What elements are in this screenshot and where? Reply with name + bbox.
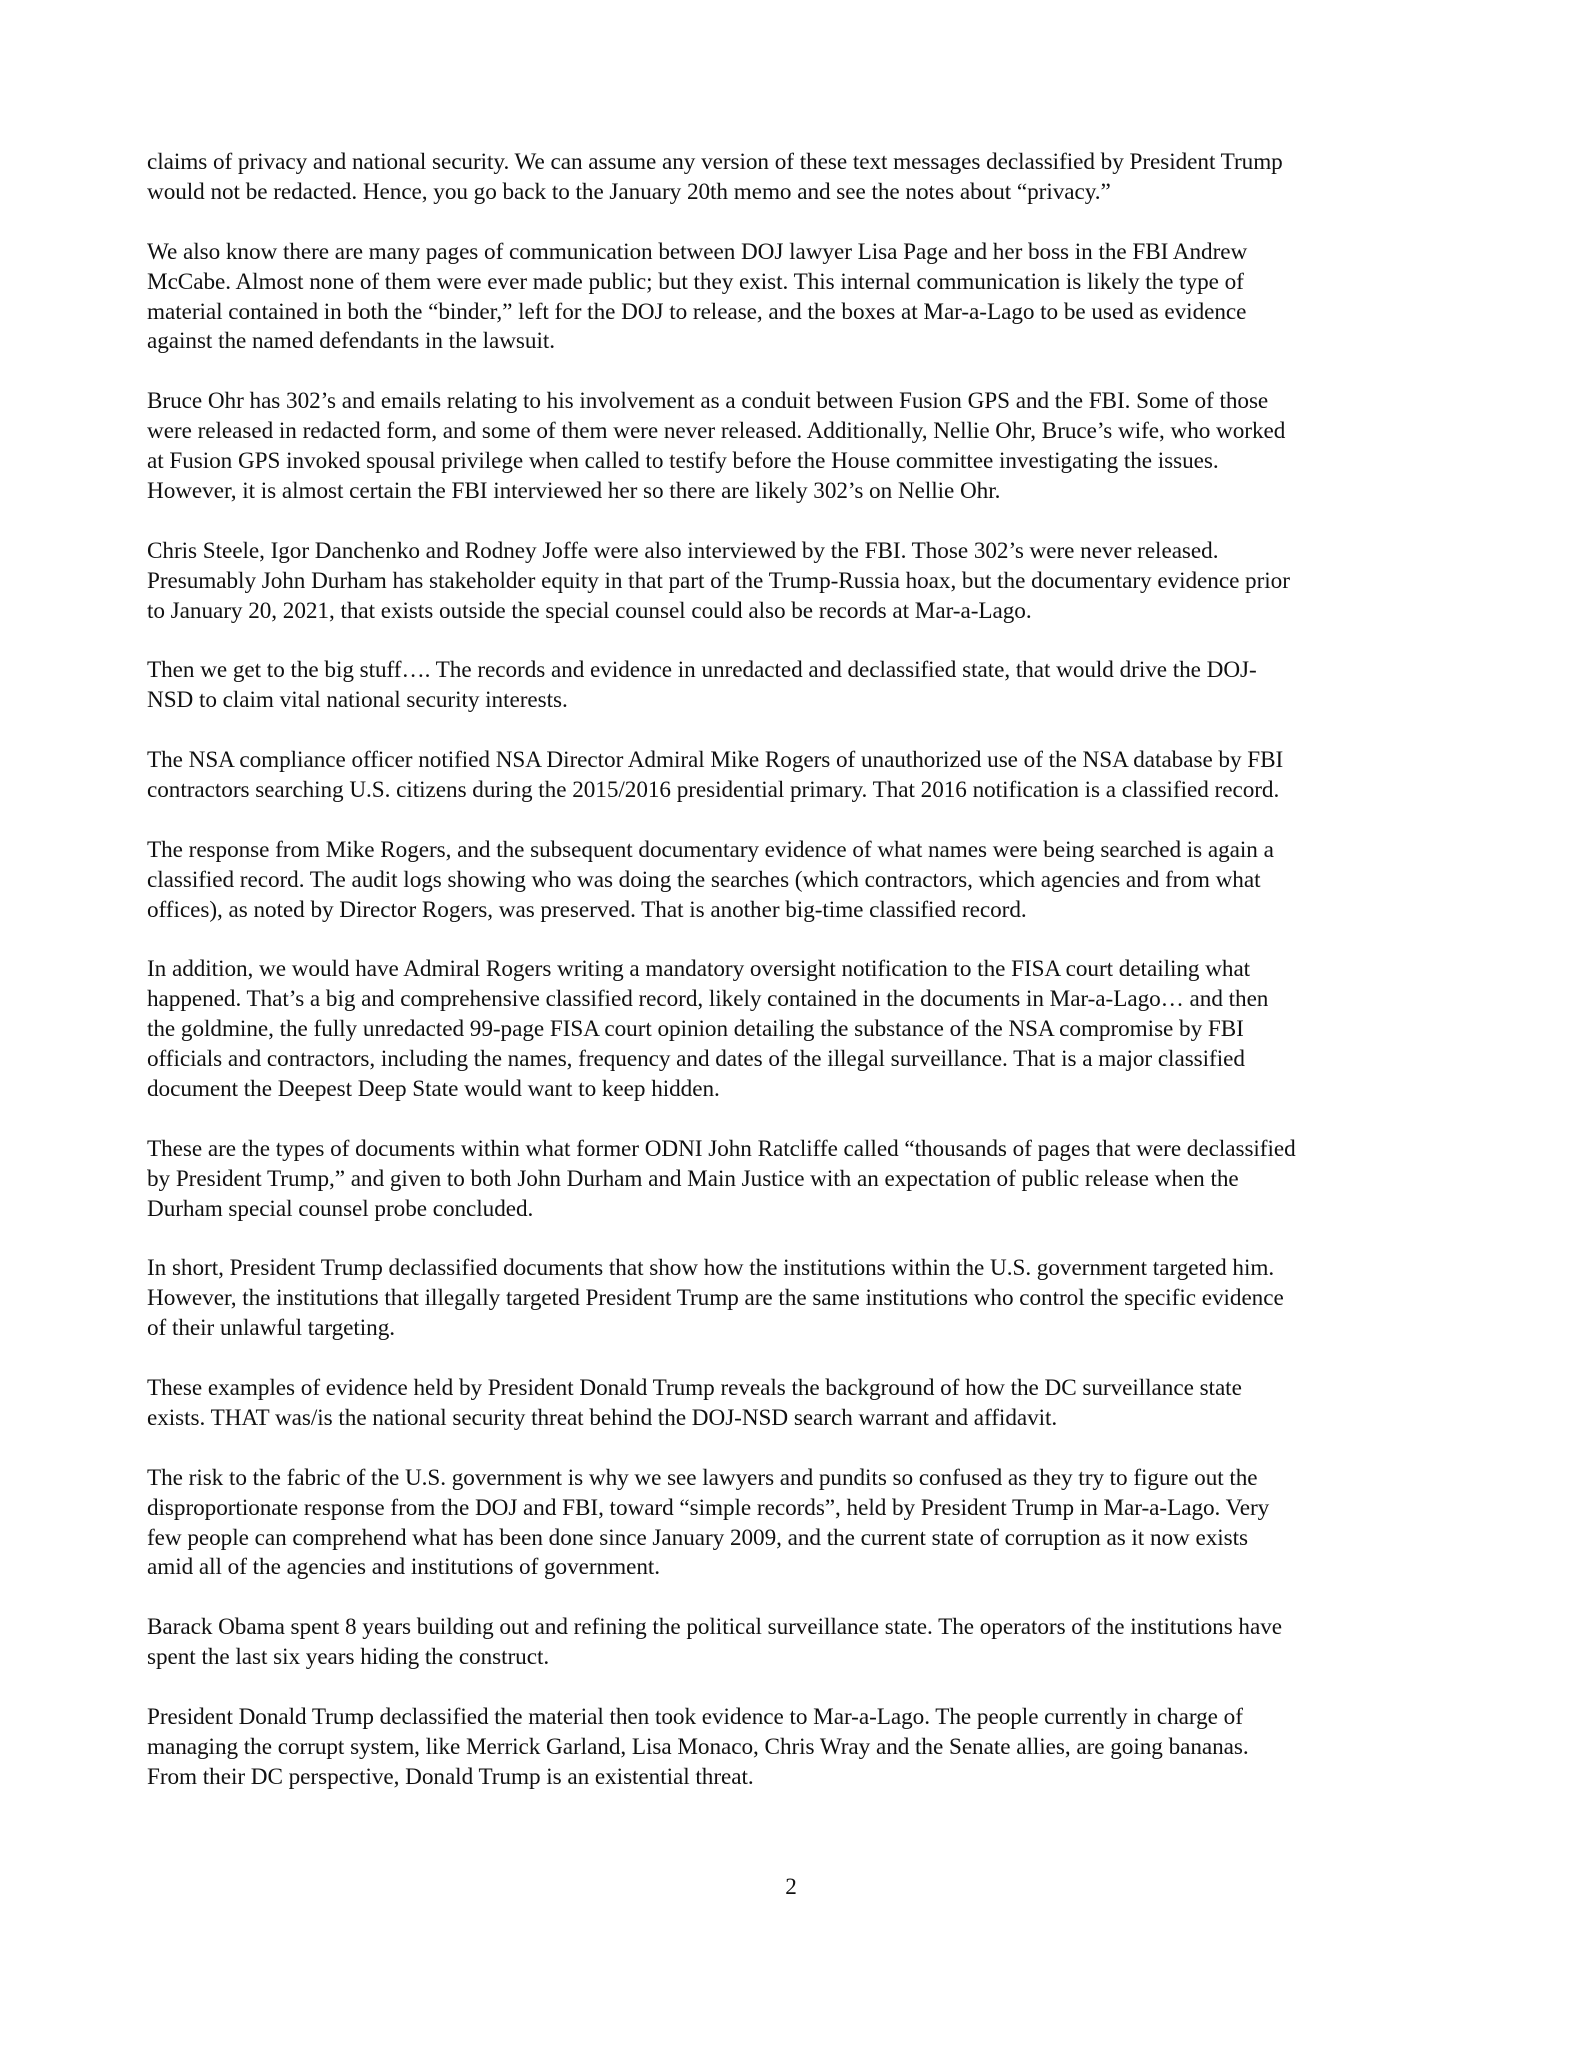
paragraph-rogers-response: The response from Mike Rogers, and the subsequent documentary evidence of what names were being searched is again a classified record. The audit logs showing who was doing the searches (which contractors, which agencies and from what offices), as noted by Director Rogers, was preserved. That is another big-time classified record.	[147, 836, 1274, 923]
paragraph-big-stuff: Then we get to the big stuff…. The records and evidence in unredacted and declassified state, that would drive the DOJ- NSD to claim vital national security interests.	[147, 657, 1257, 714]
paragraph-bruce-ohr: Bruce Ohr has 302’s and emails relating to his involvement as a conduit between Fusion GPS and the FBI. Some of those were released in redacted form, and some of them were never released. Additionally, Nellie Ohr, Bruce’s wife, who worked at Fusion GPS invoked spousal privilege when called to testify before the House committee investigating the issues. However, it is almost certain the FBI interviewed her so there are likely 302’s on Nellie Ohr.	[147, 388, 1286, 504]
paragraph-risk-to-government: The risk to the fabric of the U.S. government is why we see lawyers and pundits so confused as they try to figure out the disproportionate response from the DOJ and FBI, toward “simple records”, held by President Trump in Mar-a-Lago. Very few people can comprehend what has been done since January 2009, and the current state of corruption as it now exists amid all of the agencies and institutions of government.	[147, 1464, 1270, 1581]
paragraph-in-short: In short, President Trump declassified documents that show how the institutions within the U.S. government targeted him. However, the institutions that illegally targeted President Trump are the same institutions who control the specific evidence of their unlawful targeting.	[147, 1255, 1284, 1342]
paragraph-privacy-claims: claims of privacy and national security. We can assume any version of these text messages declassified by President Trump would not be redacted. Hence, you go back to the January 20th memo and see the notes about “privacy.”	[147, 149, 1283, 205]
body-text	[147, 148, 1447, 1823]
paragraph-ratcliffe-declassified: These are the types of documents within what former ODNI John Ratcliffe called “thousands of pages that were declassified by President Trump,” and given to both John Durham and Main Justice with an expectation of public release when the Durham special counsel probe concluded.	[147, 1135, 1296, 1222]
page-number: 2	[785, 1874, 797, 1900]
paragraph-evidence-examples: These examples of evidence held by President Donald Trump reveals the background of how the DC surveillance state exists. THAT was/is the national security threat behind the DOJ-NSD search warrant and affidavit.	[147, 1375, 1242, 1431]
paragraph-nsa-compliance: The NSA compliance officer notified NSA Director Admiral Mike Rogers of unauthorized use of the NSA database by FBI contractors searching U.S. citizens during the 2015/2016 presidential primary. That 2016 notification is a classified record.	[147, 747, 1284, 803]
paragraph-page-mccabe-communications: We also know there are many pages of communication between DOJ lawyer Lisa Page and her boss in the FBI Andrew McCabe. Almost none of them were ever made public; but they exist. This internal communication is likely the type of material contained in both the “binder,” left for the DOJ to release, and the boxes at Mar-a-Lago to be used as evidence against the named defendants in the lawsuit.	[147, 238, 1248, 355]
paragraph-obama-surveillance: Barack Obama spent 8 years building out and refining the political surveillance state. The operators of the institutions have spent the last six years hiding the construct.	[147, 1614, 1282, 1671]
paragraph-steele-danchenko-joffe: Chris Steele, Igor Danchenko and Rodney Joffe were also interviewed by the FBI. Those 302’s were never released. Presumably John Durham has stakeholder equity in that part of the Trump-Russia hoax, but the documentary evidence prior to January 20, 2021, that exists outside the special counsel could also be records at Mar-a-Lago.	[147, 537, 1290, 624]
paragraph-existential-threat: President Donald Trump declassified the material then took evidence to Mar-a-Lago. The people currently in charge of managing the corrupt system, like Merrick Garland, Lisa Monaco, Chris Wray and the Senate allies, are going bananas. From their DC perspective, Donald Trump is an existential threat.	[147, 1703, 1249, 1790]
paragraph-fisa-court: In addition, we would have Admiral Rogers writing a mandatory oversight notification to the FISA court detailing what happened. That’s a big and comprehensive classified record, likely contained in the documents in Mar-a-Lago… and then the goldmine, the fully unredacted 99-page FISA court opinion detailing the substance of the NSA compromise by FBI officials and contractors, including the names, frequency and dates of the illegal surveillance. That is a major classified document the Deepest Deep State would want to keep hidden.	[147, 956, 1269, 1102]
